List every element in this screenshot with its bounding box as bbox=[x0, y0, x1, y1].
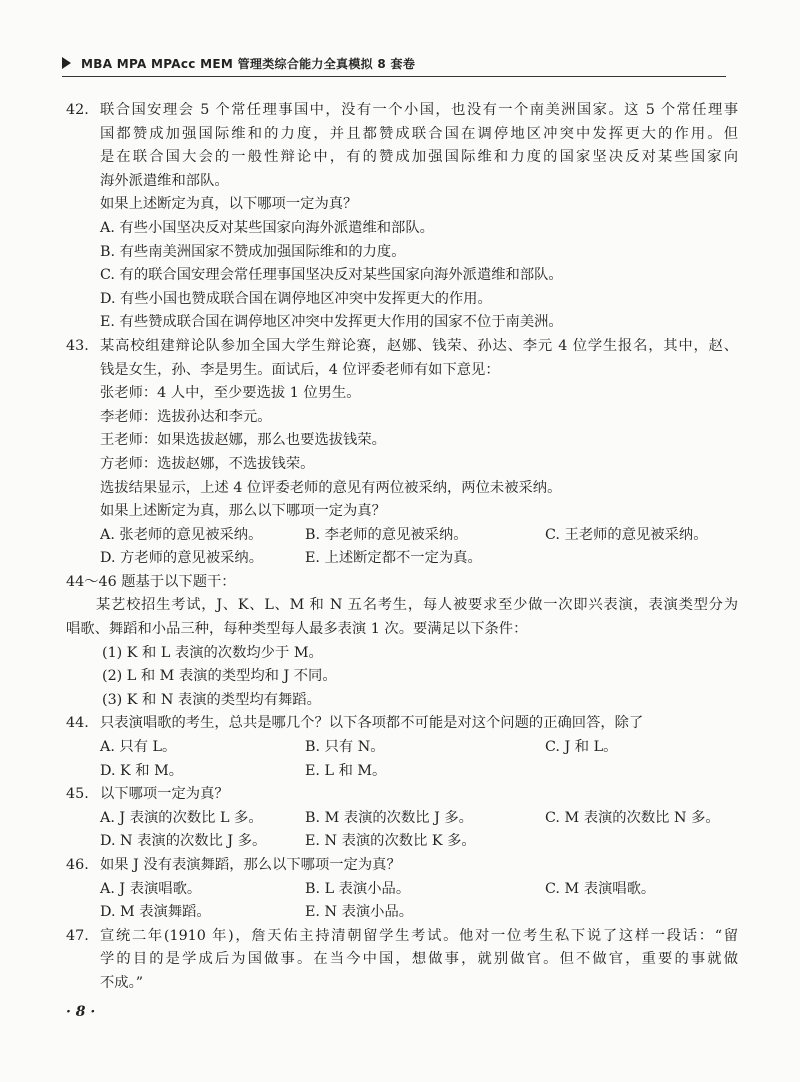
option-d: D. K 和 M。 bbox=[100, 762, 184, 779]
page-body bbox=[66, 99, 738, 996]
option-b: B. M 表演的次数比 J 多。 bbox=[305, 809, 473, 826]
option-e: E. N 表演的次数比 K 多。 bbox=[305, 833, 476, 850]
shared-stem-line: 唱歌、舞蹈和小品三种，每种类型每人最多表演 1 次。要满足以下条件： bbox=[66, 621, 528, 638]
question-number: 46. bbox=[66, 857, 89, 873]
question-text-line: 学的目的是学成后为国做事。在当今中国，想做事，就别做官。但不做官，重要的事就做 bbox=[100, 951, 738, 968]
option-c: C. M 表演唱歌。 bbox=[545, 880, 656, 897]
question-text-line: 不成。” bbox=[100, 974, 144, 991]
option-b: B. 有些南美洲国家不赞成加强国际维和的力度。 bbox=[100, 243, 406, 260]
option-a: A. 只有 L。 bbox=[100, 739, 177, 756]
question-stem: 以下哪项一定为真？ bbox=[100, 786, 229, 803]
option-b: B. 李老师的意见被采纳。 bbox=[305, 526, 468, 543]
question-text-line: 联合国安理会 5 个常任理事国中，没有一个小国，也没有一个南美洲国家。这 5 个常任理事 bbox=[100, 102, 738, 118]
option-c: C. 有的联合国安理会常任理事国坚决反对某些国家向海外派遣维和部队。 bbox=[100, 267, 563, 284]
shared-stem-44-46 bbox=[66, 571, 738, 713]
question-text-line: 海外派遣维和部队。 bbox=[100, 172, 229, 189]
triangle-marker-icon bbox=[62, 57, 71, 69]
question-number: 44. bbox=[66, 715, 89, 732]
page-number: · 8 · bbox=[66, 1004, 96, 1020]
question-stem: 如果上述断定为真，以下哪项一定为真？ bbox=[100, 196, 358, 213]
option-b: B. L 表演小品。 bbox=[305, 880, 411, 897]
question-46 bbox=[66, 854, 738, 925]
option-d: D. M 表演舞蹈。 bbox=[100, 904, 211, 921]
option-e: E. L 和 M。 bbox=[305, 762, 387, 779]
option-a: A. 有些小国坚决反对某些国家向海外派遣维和部队。 bbox=[100, 219, 434, 236]
opinion-li: 李老师：选拔孙达和李元。 bbox=[100, 408, 272, 425]
option-e: E. 有些赞成联合国在调停地区冲突中发挥更大作用的国家不位于南美洲。 bbox=[100, 314, 563, 331]
question-number: 47. bbox=[66, 927, 89, 944]
shared-stem-intro: 44～46 题基于以下题干： bbox=[66, 573, 236, 590]
condition-2: (2) L 和 M 表演的类型均和 J 不同。 bbox=[102, 668, 337, 685]
header-divider bbox=[62, 76, 726, 77]
option-c: C. J 和 L。 bbox=[545, 739, 618, 756]
shared-stem-line: 某艺校招生考试，J、K、L、M 和 N 五名考生，每人被要求至少做一次即兴表演，表演类型分为 bbox=[96, 597, 738, 614]
selection-result: 选拔结果显示，上述 4 位评委老师的意见有两位被采纳，两位未被采纳。 bbox=[100, 479, 562, 496]
option-b: B. 只有 N。 bbox=[305, 739, 385, 756]
question-42 bbox=[66, 99, 738, 335]
opinion-wang: 王老师：如果选拔赵娜，那么也要选拔钱荣。 bbox=[100, 432, 386, 449]
question-43 bbox=[66, 335, 738, 571]
header-title: MBA MPA MPAcc MEM 管理类综合能力全真模拟 8 套卷 bbox=[81, 56, 416, 71]
option-a: A. J 表演的次数比 L 多。 bbox=[100, 809, 263, 826]
question-text-line: 国都赞成加强国际维和的力度，并且都赞成联合国在调停地区冲突中发挥更大的作用。但 bbox=[100, 125, 738, 142]
question-text-line: 钱是女生，孙、李是男生。面试后，4 位评委老师有如下意见： bbox=[100, 361, 500, 378]
question-number: 45. bbox=[66, 786, 89, 803]
option-a: A. 张老师的意见被采纳。 bbox=[100, 526, 263, 543]
option-e: E. 上述断定都不一定为真。 bbox=[305, 550, 482, 567]
opinion-fang: 方老师：选拔赵娜，不选拔钱荣。 bbox=[100, 455, 315, 472]
question-text-line: 宣统二年(1910 年)，詹天佑主持清朝留学生考试。他对一位考生私下说了这样一段话：“留 bbox=[100, 927, 738, 944]
option-c: C. M 表演的次数比 N 多。 bbox=[545, 809, 720, 826]
condition-3: (3) K 和 N 表演的类型均有舞蹈。 bbox=[102, 691, 321, 708]
opinion-zhang: 张老师：4 人中，至少要选拔 1 位男生。 bbox=[100, 385, 361, 402]
question-number: 42. bbox=[66, 102, 89, 118]
option-c: C. 王老师的意见被采纳。 bbox=[545, 526, 708, 543]
option-d: D. 方老师的意见被采纳。 bbox=[100, 550, 264, 567]
question-45 bbox=[66, 783, 738, 854]
condition-1: (1) K 和 L 表演的次数均少于 M。 bbox=[102, 644, 323, 661]
question-47 bbox=[66, 925, 738, 996]
question-stem: 只表演唱歌的考生，总共是哪几个？以下各项都不可能是对这个问题的正确回答，除了 bbox=[100, 715, 644, 732]
option-d: D. 有些小国也赞成联合国在调停地区冲突中发挥更大的作用。 bbox=[100, 290, 492, 307]
question-text-line: 某高校组建辩论队参加全国大学生辩论赛，赵娜、钱荣、孙达、李元 4 位学生报名，其中，赵、 bbox=[100, 337, 738, 354]
question-number: 43. bbox=[66, 337, 89, 354]
option-e: E. N 表演小品。 bbox=[305, 904, 414, 921]
option-a: A. J 表演唱歌。 bbox=[100, 880, 202, 897]
question-44 bbox=[66, 712, 738, 783]
question-stem: 如果 J 没有表演舞蹈，那么以下哪项一定为真？ bbox=[100, 857, 401, 873]
question-stem: 如果上述断定为真，那么以下哪项一定为真？ bbox=[100, 503, 386, 520]
running-header bbox=[62, 52, 726, 74]
question-text-line: 是在联合国大会的一般性辩论中，有的赞成加强国际维和力度的国家坚决反对某些国家向 bbox=[100, 149, 738, 166]
option-d: D. N 表演的次数比 J 多。 bbox=[100, 833, 267, 850]
